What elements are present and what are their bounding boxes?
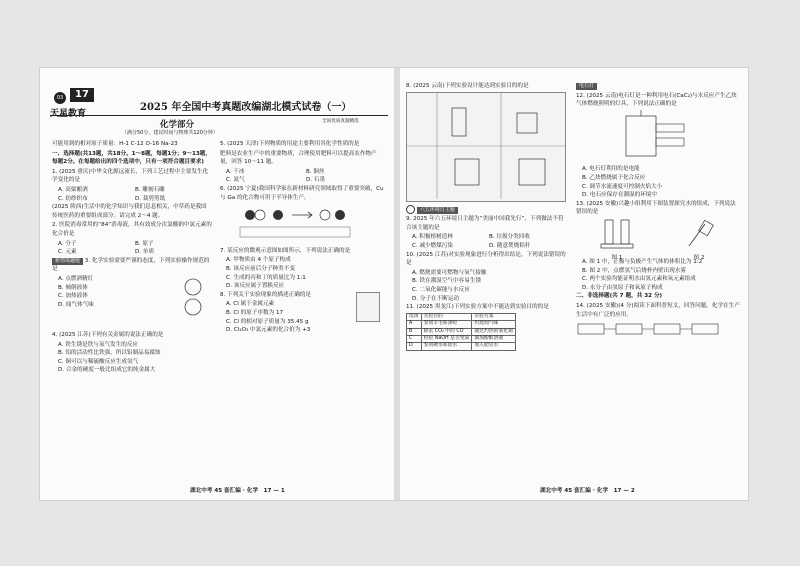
q9-circle-icon [406,205,415,214]
q1-option: C. 纺纱织布 [58,195,88,202]
table-row [407,335,516,342]
q12-option: C. 调节水流速度可控制火焰大小 [582,183,663,190]
exam-spread [40,68,748,500]
table-cell: 除去 CO₂ 中的 CO [421,328,472,335]
q13-options [576,258,740,292]
q1-option: D. 裁剪剪纸 [135,195,166,202]
q9-option: D. 随意焚烧秸秆 [489,242,531,249]
q12-figure [576,110,736,162]
q1-option: B. 雕刻石雕 [135,186,165,193]
q2-option: B. 原子 [135,240,154,247]
q4-stem: 4. (2025 江苏)下列有关金属的说法正确的是 [52,331,164,338]
q4-options [52,341,212,375]
q10-option: A. 燃烧需要可燃物与氧气接触 [412,269,487,276]
q3-figure [178,277,208,317]
q5-option: A. 干冰 [226,168,245,175]
q8b-figure-table [406,92,566,202]
q6-stem: 6. (2025 宁夏)我国科学家在新材料研究领域取得了重要突破，Cu 与 Ga 的化合物可用于半导体生产。 [220,185,384,201]
footer-left: 湖北中考 45 套汇编 · 化学 17 — 1 [190,488,285,494]
q8-option: B. Cl 的原子序数为 17 [226,309,284,316]
q8b-stem: 8. (2025 云南)下列实验设计能达到实验目的的是 [406,83,529,89]
fig2 [679,218,719,261]
q3-stem: 3. 化学实验需要严谨的态度，下列实验操作规范的是 [52,257,210,273]
q13-figures [576,218,740,261]
q5-stem: 5. (2025 天津)下列物质的用途主要利用其化学性质的是 [220,141,360,147]
q3-figure-block [52,275,212,331]
electrolysis-figure [597,218,637,250]
q9-stem: 9. 2025 年六五环境日主题为“美丽中国我先行”，下列做法不符合该主题的是 [406,216,564,231]
page-left [40,68,394,500]
table-header: 实验方案 [472,313,515,320]
reaction-figure [220,203,380,243]
q4-option: D. 合金的硬度一般比组成它的纯金属大 [58,367,156,374]
tagline: 全国优质真题精选 [322,119,359,124]
table-row [407,321,516,328]
q12-option: A. 电石灯利用的是电能 [582,166,640,173]
q12-tag: 电石灯 [576,83,597,90]
q7-option: C. 生成的丙和丁的质量比为 1:1 [226,274,306,281]
element-cell-figure [356,292,380,322]
q3-line [52,257,212,274]
q1-option: A. 高粱酿酒 [58,186,88,193]
q10-option: D. 分子在不断运动 [412,295,460,302]
q9-line [406,205,566,215]
q1-stem: 1. (2025 重庆)中华文化源远流长，下列工艺过程中主要发生化学变化的是 [52,168,209,184]
table-cell: 加入肥皂水 [472,343,515,350]
q14-stem: 14. (2025 安徽)(4 分)阅读下面科普短文，回答问题。化学在生产生活中有广泛的应用。 [576,302,740,318]
part1-heading: 一、选择题(共13题，共18分。1～8题，每题1分；9～13题，每题2分。在每题给出的四个选项中，只有一项符合题目要求) [52,150,211,166]
table-cell: 鉴别羊毛和涤纶 [421,321,472,328]
q12-option: D. 电石应保存在潮湿的环境中 [582,192,657,199]
score-note: （满分50分，建议时间与物理共120分钟） [122,130,218,136]
q5-text: 肥料是农业生产中的重要物质，合理使用肥料可以提高农作物产量，回答 10～11 题。 [220,150,377,166]
q1b-stem: (2025 陕西)生活中的化学知识与我们息息相关，中草药是我国传统医药的重要组成部分。请完成 2～4 题。 [52,204,207,219]
q11-table [406,313,516,351]
left-col-1 [52,140,212,375]
q7-option: A. 甲物质由 4 个原子构成 [226,257,291,264]
q9-option: C. 减少燃煤污染 [412,242,454,249]
q13-option: C. 两个实验均能证明水由氢元素和氧元素组成 [582,276,696,283]
q3-option: B. 倾倒液体 [58,284,88,291]
table-cell: 滴加酚酞溶液 [472,335,515,342]
left-col-2 [220,140,386,335]
q7-option: D. 该反应属于置换反应 [226,283,285,290]
table-cell: A [407,321,422,328]
q12-line [576,82,740,91]
table-cell: B [407,328,422,335]
q12-option: B. 乙炔燃烧属于化合反应 [582,174,646,181]
q2-option: D. 单质 [135,249,155,256]
q9-option: B. 垃圾分类回收 [489,234,530,241]
footer-right: 湖北中考 45 套汇编 · 化学 17 — 2 [540,488,635,494]
q5-option: C. 氮气 [226,177,245,184]
q10-options [406,269,566,303]
q8-block [220,300,386,334]
q7-options [220,256,386,290]
table-header-row [407,313,516,320]
q5-options [220,168,386,185]
fig2-label: 图 2 [693,254,705,261]
q2-stem: 2. 医院消毒常用的“84”消毒液，其有效成分次氯酸钠中氯元素的化合价是 [52,222,212,237]
q8-option: D. Cl₂O₃ 中氯元素的化合价为 +3 [226,327,311,334]
table-cell: 通过灼热的氧化铜 [472,328,515,335]
q9-tag: 六五环境日主题 [417,207,458,214]
q2-option: C. 元素 [58,249,77,256]
q9-options [406,233,566,250]
part2-heading: 二、非选择题(共 7 题，共 32 分) [576,293,663,300]
q8-option: C. Cl 的相对原子质量为 35.45 g [226,318,309,325]
q12-options [576,165,740,199]
table-cell: D [407,343,422,350]
q5-option: B. 铜丝 [306,168,325,175]
q8-stem: 8. 下列关于实验现象的描述正确的是 [220,291,312,298]
q10-stem: 10. (2025 江苏)对实验现象进行分析得出结论，下列说法错误的是 [406,251,566,267]
table-row [407,343,516,350]
q7-option: B. 该反应前后分子种类不变 [226,265,295,272]
q3-option: C. 加热液体 [58,293,88,300]
badge-icon: 03 [54,92,66,104]
q4-option: C. 铜可以与稀硫酸反应生成氢气 [58,358,139,365]
table-cell: 鉴别硬水和软水 [421,343,472,350]
right-col-1 [406,82,566,351]
exam-title: 2025 年全国中考真题改编湖北模式试卷（一） [140,102,352,113]
q10-option: C. 二氧化碳能与水反应 [412,286,470,293]
q13-option: D. 水分子由氢原子和氧原子构成 [582,284,663,291]
q13-option: A. 图 1 中，正极与负极产生气体的体积比为 1:2 [582,258,703,265]
q4-option: B. 铝的活动性比铁强，所以铝制品易腐蚀 [58,350,161,357]
q5-option: D. 石墨 [306,177,326,184]
page-right [400,68,748,500]
combustion-figure [679,218,719,250]
section-title: 化学部分 [160,120,195,130]
apparatus-figure [407,93,565,199]
q11-stem: 11. (2025 黑龙江)下列实验方案中不能达到实验目的的是 [406,304,549,311]
q3-tag: 新情境趣题 [52,258,83,265]
q3-option: D. 闻气体气味 [58,301,94,308]
atomic-masses: 可能用到的相对原子质量：H-1 C-12 O-16 Na-23 [52,141,178,147]
q8-option: A. Cl 属于金属元素 [226,301,275,308]
q14-flowchart [576,320,736,342]
q1-options [52,186,212,203]
q13-stem: 13. (2025 安徽)兴趣小组利用下图装置探究水的组成，下列说法错误的是 [576,200,736,216]
paper-number: 17 [70,88,94,102]
q2-options [52,240,212,257]
q2-option: A. 分子 [58,240,77,247]
table-cell: 灼烧闻气味 [472,321,515,328]
table-header: 选项 [407,313,422,320]
q13-option: B. 图 2 中，点燃氢气后烧杯内壁出现水雾 [582,267,687,274]
q12-stem: 12. (2025 云南)电石灯是一种利用电石(CaC₂)与水反应产生乙炔气体燃烧照明的灯具，下列说法正确的是 [576,92,737,108]
q3-option: A. 点燃酒精灯 [58,275,94,282]
header-rule [50,115,388,116]
table-cell: C [407,335,422,342]
q9-option: A. 积极植树造林 [412,234,453,241]
q10-option: B. 铁在潮湿空气中容易生锈 [412,278,481,285]
fig1 [597,218,637,261]
q4-option: A. 铁生锈是铁与氧气发生的反应 [58,341,139,348]
fig1-label: 图 1 [611,254,623,261]
table-cell: 检验 NaOH 是否变质 [421,335,472,342]
brand-name: 天星教育 [50,109,87,119]
right-col-2 [576,82,740,346]
q7-stem: 7. 某反应的微观示意图如图所示，下列说法正确的是 [220,247,351,254]
table-row [407,328,516,335]
table-header: 实验目的 [421,313,472,320]
